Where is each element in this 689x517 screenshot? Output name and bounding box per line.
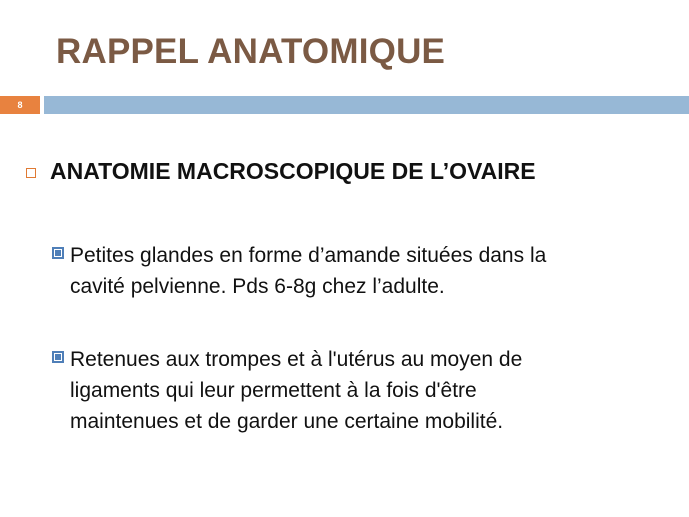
page-number: 8 xyxy=(0,96,40,114)
bullet-point-text xyxy=(70,240,546,302)
bullet-point-text xyxy=(70,344,522,437)
bullet-line: cavité pelvienne. Pds 6-8g chez l’adulte. xyxy=(70,275,445,298)
bullet-line: ligaments qui leur permettent à la fois d'être xyxy=(70,379,477,402)
bullet-line: maintenues et de garder une certaine mobilité. xyxy=(70,410,504,433)
section-heading-text: ANATOMIE MACROSCOPIQUE DE L’OVAIRE xyxy=(50,158,536,184)
section-heading xyxy=(26,158,536,185)
accent-bar xyxy=(44,96,689,114)
bullet-point xyxy=(52,240,672,302)
bullet-point xyxy=(52,344,672,437)
square-bullet-icon xyxy=(52,247,64,259)
hollow-square-bullet-icon xyxy=(26,168,36,178)
square-bullet-icon xyxy=(52,351,64,363)
bullet-line: Retenues aux trompes et à l'utérus au moyen de xyxy=(70,348,523,371)
slide-title: RAPPEL ANATOMIQUE xyxy=(56,32,446,71)
bullet-line: Petites glandes en forme d’amande situées dans la xyxy=(70,244,547,267)
